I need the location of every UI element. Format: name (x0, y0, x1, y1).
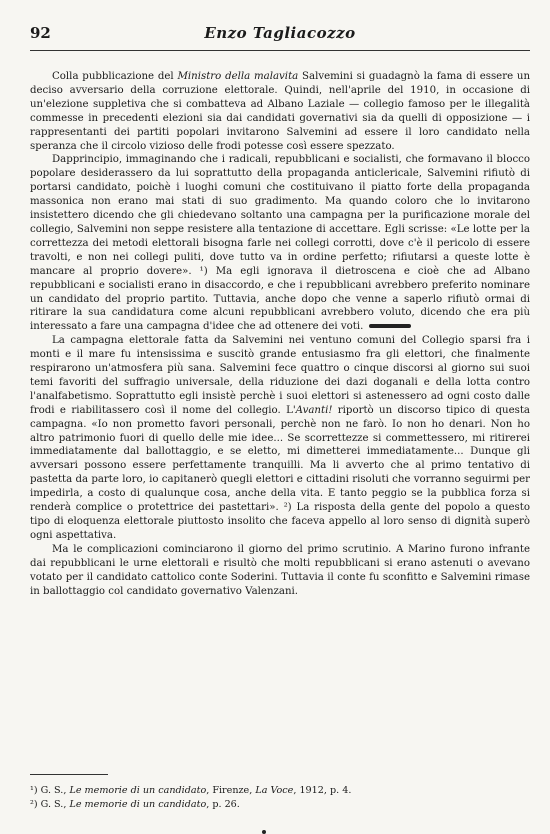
text-run: Dapprincipio, immaginando che i radicali, repubblicani e socialisti, che formavano il blocco popolare desiderassero da lui soprattutto della propaganda anticlericale, Salvemini rifiutò di portarsi candidato, poichè i luoghi comuni che costituivano il piatto forte della propaganda massonica non erano mai stati di suo gradimento. Ma quando coloro che lo invitarono insistettero dicendo che gli chiedevano soltanto una campagna per la purificazione morale del collegio, Salvemini non seppe resistere alla tentazione di accettare. Egli scrisse: «Le lotte per la correttezza dei metodi elettorali bisogna farle nei collegi corrotti, dove c'è il pericolo di essere travolti, e non nei collegi puliti, dove tutto va in ordine perfetto; rifiutarsi a queste lotte è mancare al proprio dovere». ¹) Ma egli ignorava il dietroscena e cioè che ad Albano repubblicani e socialisti erano in disaccordo, e che i repubblicani avrebbero preferito nominare un candidato del proprio partito. Tuttavia, anche dopo che venne a saperlo rifiutò ormai di ritirare la sua candidatura come alcuni repubblicani avrebbero voluto, dicendo che era più interessato a fare una campagna d'idee che ad ottenere dei voti. (30, 154, 530, 333)
italic-text: La Voce (255, 785, 294, 796)
text-run: , Firenze, (206, 785, 256, 796)
paragraph (30, 153, 530, 334)
paragraph (30, 70, 530, 153)
text-run: ¹) G. S., (30, 785, 70, 796)
text-run: , 1912, p. 4. (293, 785, 352, 796)
page-header (30, 18, 530, 42)
book-page (30, 18, 531, 810)
italic-text: Le memorie di un candidato (69, 799, 207, 810)
print-mark (262, 830, 266, 834)
text-run: Salvemini si guadagnò la fama di essere un deciso avversario della corruzione elettorale. Quindi, nell'aprile del 1910, in occasione di un'elezione suppletiva che si combatteva ad Albano Laziale — collegio famoso per le illegalità commesse in precedenti elezioni sia dai candidati governativi sia da quelli di opposizione — i rappresentanti dei partiti popolari invitarono Salvemini ad essere il loro candidato nella speranza che il circolo vizioso delle frodi potesse così essere spezzato. (30, 71, 531, 152)
text-run: riportò un discorso tipico di questa campagna. «Io non prometto favori personali, perchè non ne farò. Io non ho denari. Non ho altro patrimonio fuori di quello delle mie idee... Se scorrettezze si commettessero, mi ritirerei immediatamente dal ballottaggio, e se eletto, mi dimetterei immediatamente... Dunque gli avversari possono essere perfettamente tranquilli. Ma li avverto che al primo tentativo di pastetta da parte loro, io capitanerò quegli elettori e cittadini risoluti che vorranno seguirmi per impedirla, a costo di qualunque cosa, anche della vita. E tanto peggio se la pubblica forza si renderà complice o protettrice dei pastettari». ²) La risposta della gente del popolo a questo tipo di eloquenza elettorale piuttosto insolito che faceva appello al loro senso di dignità superò ogni aspettativa. (30, 404, 530, 541)
footnote (30, 798, 530, 812)
footnote-rule (30, 774, 108, 775)
ink-smudge (369, 324, 411, 328)
paragraph (30, 543, 530, 599)
text-run: Ma le complicazioni cominciarono il giorno del primo scrutinio. A Marino furono infrante dai repubblicani le urne elettorali e risultò che molti repubblicani si erano astenuti o avevano votato per il candidato cattolico conte Soderini. Tuttavia il conte fu sconfitto e Salvemini rimase in ballottaggio col candidato governativo Valenzani. (30, 543, 530, 597)
header-rule (30, 50, 530, 51)
italic-text: Le memorie di un candidato (69, 785, 207, 796)
text-run: ²) G. S., (30, 799, 70, 810)
text-run: , p. 26. (206, 799, 240, 810)
page-number: 92 (30, 24, 51, 42)
footnote (30, 784, 530, 798)
body-text (30, 70, 530, 598)
paragraph (30, 334, 530, 543)
italic-text: Avanti! (295, 404, 333, 416)
footnotes (30, 784, 530, 812)
running-head: Enzo Tagliacozzo (204, 24, 356, 42)
italic-text: Ministro della malavita (177, 71, 299, 82)
text-run: Colla pubblicazione del (52, 71, 178, 82)
text-run: La campagna elettorale fatta da Salvemini nei ventuno comuni del Collegio sparsi fra i monti e il mare fu intensissima e suscitò grande entusiasmo fra gli elettori, che finalmente respirarono un'atmosfera più sana. Salvemini fece quattro o cinque discorsi al giorno sui suoi temi favoriti del suffragio universale, della riduzione dei dazi doganali e della lotta contro l'analfabetismo. Soprattutto egli insistè perchè i suoi elettori si astenessero ad ogni costo dalle frodi e riabilitassero così il nome del collegio. L' (30, 335, 530, 416)
